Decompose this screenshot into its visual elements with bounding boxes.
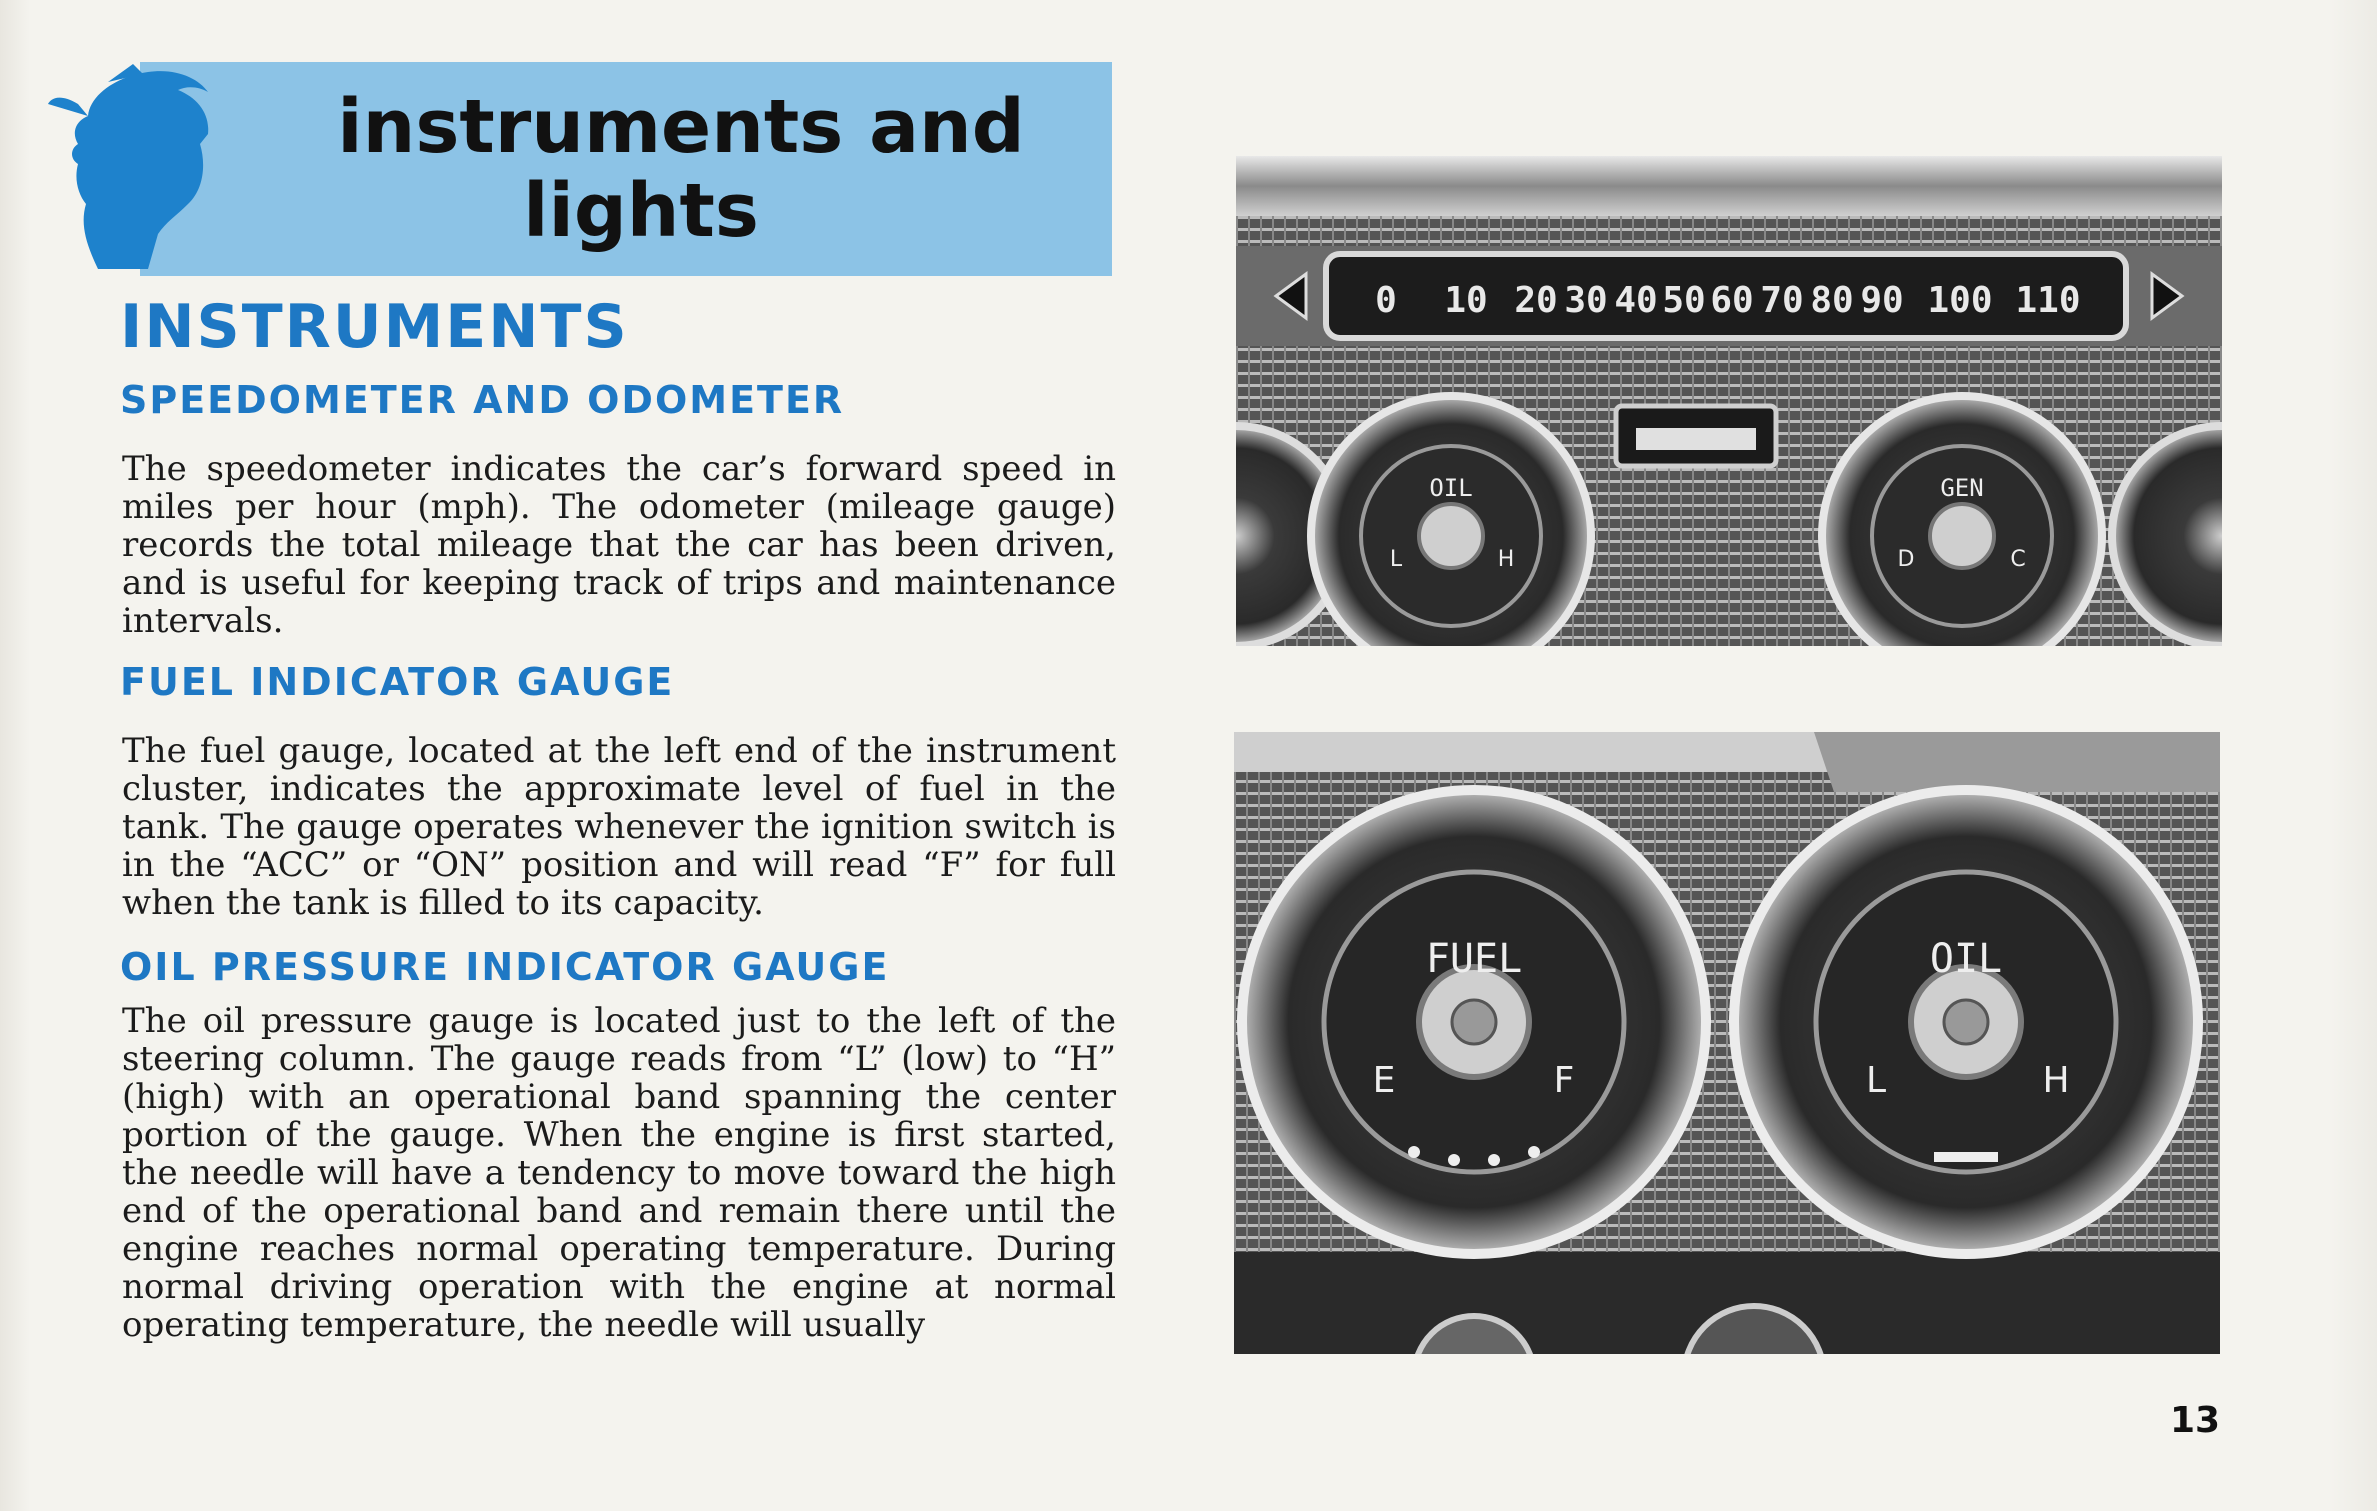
oil-gauge-low: L <box>1389 547 1403 572</box>
fuel-gauge-empty: E <box>1372 1060 1396 1101</box>
speed-tick: 30 <box>1564 280 1608 321</box>
oil-gauge-high: H <box>1497 547 1515 572</box>
oil-gauge-high-bottom: H <box>2042 1060 2070 1101</box>
speed-tick: 80 <box>1810 280 1854 321</box>
speed-tick: 20 <box>1514 280 1558 321</box>
fuel-gauge-full: F <box>1553 1060 1575 1101</box>
oil-heading: OIL PRESSURE INDICATOR GAUGE <box>120 945 890 989</box>
speed-tick: 110 <box>2015 280 2081 321</box>
speed-tick: 10 <box>1444 280 1488 321</box>
title-line-2: lights <box>523 168 759 254</box>
gen-gauge-high: C <box>2010 547 2026 572</box>
section-title: INSTRUMENTS <box>120 292 629 362</box>
title-line-1: instruments and <box>337 84 1025 170</box>
oil-gauge-label: OIL <box>1429 474 1473 502</box>
speedometer-scale <box>1375 280 2080 321</box>
speedometer-paragraph: The speedometer indicates the car’s forward speed in miles per hour (mph). The odometer (mileage gauge) records the total mileage that the car has been driven, and is useful for keeping track of trips and maintenance intervals. <box>122 449 1116 641</box>
oil-gauge-label-bottom: OIL <box>1929 936 2003 982</box>
oil-gauge <box>1734 790 2198 1254</box>
gen-gauge-low: D <box>1897 547 1915 572</box>
oil-gauge-low-bottom: L <box>1865 1060 1887 1101</box>
speed-tick: 90 <box>1860 280 1904 321</box>
speed-tick: 0 <box>1375 280 1397 321</box>
page-title <box>140 62 1112 276</box>
speed-tick: 50 <box>1662 280 1706 321</box>
gen-gauge-top <box>1822 396 2102 646</box>
oil-gauge-top <box>1311 396 1591 646</box>
page-number: 13 <box>2170 1400 2221 1441</box>
speed-tick: 100 <box>1927 280 1993 321</box>
speed-tick: 60 <box>1710 280 1754 321</box>
speed-tick: 70 <box>1760 280 1804 321</box>
fuel-paragraph: The fuel gauge, located at the left end of the instrument cluster, indicates the approximate level of fuel in the tank. The gauge operates whenever the ignition switch is in the “ACC” or “ON” position and will read “F” for full when the tank is filled to its capacity. <box>122 731 1116 923</box>
gen-gauge-label: GEN <box>1940 474 1984 502</box>
oil-paragraph: The oil pressure gauge is located just to the left of the steering column. The gauge reads from “L” (low) to “H” (high) with an operational band spanning the center portion of the gauge. When the engine is first started, the needle will have a tendency to move toward the high end of the operational band and remain there until the engine reaches normal operating temperature. During normal driving operation with the engine at normal operating temperature, the needle will usually <box>122 1001 1116 1345</box>
speedometer-photo <box>1236 156 2222 646</box>
gauges-photo <box>1234 732 2220 1354</box>
fuel-heading: FUEL INDICATOR GAUGE <box>120 660 675 704</box>
speedometer-heading: SPEEDOMETER AND ODOMETER <box>120 378 845 422</box>
speed-tick: 40 <box>1614 280 1658 321</box>
fuel-gauge-label: FUEL <box>1425 936 1523 982</box>
fuel-gauge <box>1242 790 1706 1254</box>
